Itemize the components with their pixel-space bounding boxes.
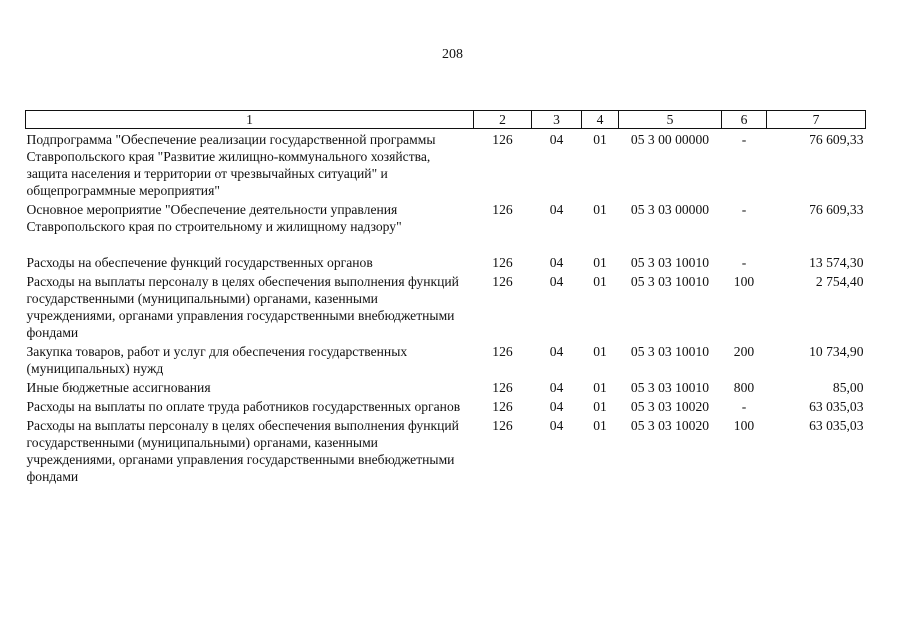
table-row: [26, 273, 866, 343]
row-ministry-code: 126: [492, 380, 513, 395]
row-name: Расходы на выплаты персоналу в целях обеспечения выполнения функций государственными (муниципальными) органами, казенными учреждениями, органами управления государственными внебюджетными фондами: [26, 274, 459, 340]
row-ministry-code: 126: [492, 255, 513, 270]
row-amount: 76 609,33: [809, 202, 864, 217]
row-target-article: 05 3 03 10020: [630, 399, 710, 414]
row-amount: 13 574,30: [809, 255, 864, 270]
column-header-4: 4: [582, 111, 619, 129]
column-header-3: 3: [532, 111, 582, 129]
row-name: Закупка товаров, работ и услуг для обеспечения государственных (муниципальных) нужд: [26, 344, 408, 376]
table-row: [26, 254, 866, 273]
column-header-5: 5: [619, 111, 722, 129]
row-expense-type: 100: [733, 274, 755, 289]
row-subsection-code: 01: [593, 418, 607, 433]
row-ministry-code: 126: [492, 202, 513, 217]
row-amount: 10 734,90: [809, 344, 864, 359]
row-name: Расходы на выплаты по оплате труда работников государственных органов: [26, 399, 461, 414]
row-subsection-code: 01: [593, 344, 607, 359]
row-name: Расходы на выплаты персоналу в целях обеспечения выполнения функций государственными (муниципальными) органами, казенными учреждениями, органами управления государственными внебюджетными фондами: [26, 418, 459, 484]
row-subsection-code: 01: [593, 255, 607, 270]
row-name: Расходы на обеспечение функций государственных органов: [26, 255, 373, 270]
row-expense-type: -: [741, 202, 747, 217]
row-expense-type: 200: [733, 344, 755, 359]
row-expense-type: 800: [733, 380, 755, 395]
row-expense-type: -: [741, 255, 747, 270]
row-target-article: 05 3 03 10010: [630, 255, 710, 270]
row-amount: 2 754,40: [815, 274, 864, 289]
row-target-article: 05 3 03 10010: [630, 344, 710, 359]
row-target-article: 05 3 03 10010: [630, 274, 710, 289]
row-section-code: 04: [549, 418, 564, 433]
row-amount: 85,00: [832, 380, 864, 395]
row-target-article: 05 3 03 10020: [630, 418, 710, 433]
column-header-7: 7: [767, 111, 866, 129]
row-subsection-code: 01: [593, 399, 607, 414]
table-row: [26, 343, 866, 379]
row-section-code: 04: [549, 399, 564, 414]
table-header-row: [26, 111, 866, 129]
row-amount: 63 035,03: [809, 399, 864, 414]
budget-table: [25, 110, 866, 485]
row-expense-type: 100: [733, 418, 755, 433]
row-subsection-code: 01: [593, 274, 607, 289]
row-name: Подпрограмма "Обеспечение реализации государственной программы Ставропольского края "Развитие жилищно-коммунального хозяйства, защита населения и территории от чрезвычайных ситуаций" и общепрограммные мероприятия": [26, 132, 436, 198]
row-section-code: 04: [549, 380, 564, 395]
row-section-code: 04: [549, 274, 564, 289]
row-ministry-code: 126: [492, 399, 513, 414]
column-header-6: 6: [722, 111, 767, 129]
row-ministry-code: 126: [492, 132, 513, 147]
table-row: [26, 201, 866, 254]
row-ministry-code: 126: [492, 418, 513, 433]
row-expense-type: -: [741, 132, 747, 147]
row-subsection-code: 01: [593, 132, 607, 147]
table-row: [26, 417, 866, 485]
table-row: [26, 398, 866, 417]
row-expense-type: -: [741, 399, 747, 414]
row-ministry-code: 126: [492, 344, 513, 359]
table-row: [26, 379, 866, 398]
row-section-code: 04: [549, 344, 564, 359]
row-name: Иные бюджетные ассигнования: [26, 380, 211, 395]
row-target-article: 05 3 03 10010: [630, 380, 710, 395]
row-target-article: 05 3 03 00000: [630, 202, 710, 217]
row-name: Основное мероприятие "Обеспечение деятельности управления Ставропольского края по строительному и жилищному надзору": [26, 202, 402, 234]
row-section-code: 04: [549, 202, 564, 217]
column-header-2: 2: [474, 111, 532, 129]
row-ministry-code: 126: [492, 274, 513, 289]
row-subsection-code: 01: [593, 380, 607, 395]
row-section-code: 04: [549, 132, 564, 147]
row-subsection-code: 01: [593, 202, 607, 217]
row-target-article: 05 3 00 00000: [630, 132, 710, 147]
row-amount: 76 609,33: [809, 132, 864, 147]
row-section-code: 04: [549, 255, 564, 270]
column-header-1: 1: [26, 111, 474, 129]
page-number: 208: [442, 47, 463, 62]
table-row: [26, 129, 866, 202]
row-amount: 63 035,03: [809, 418, 864, 433]
